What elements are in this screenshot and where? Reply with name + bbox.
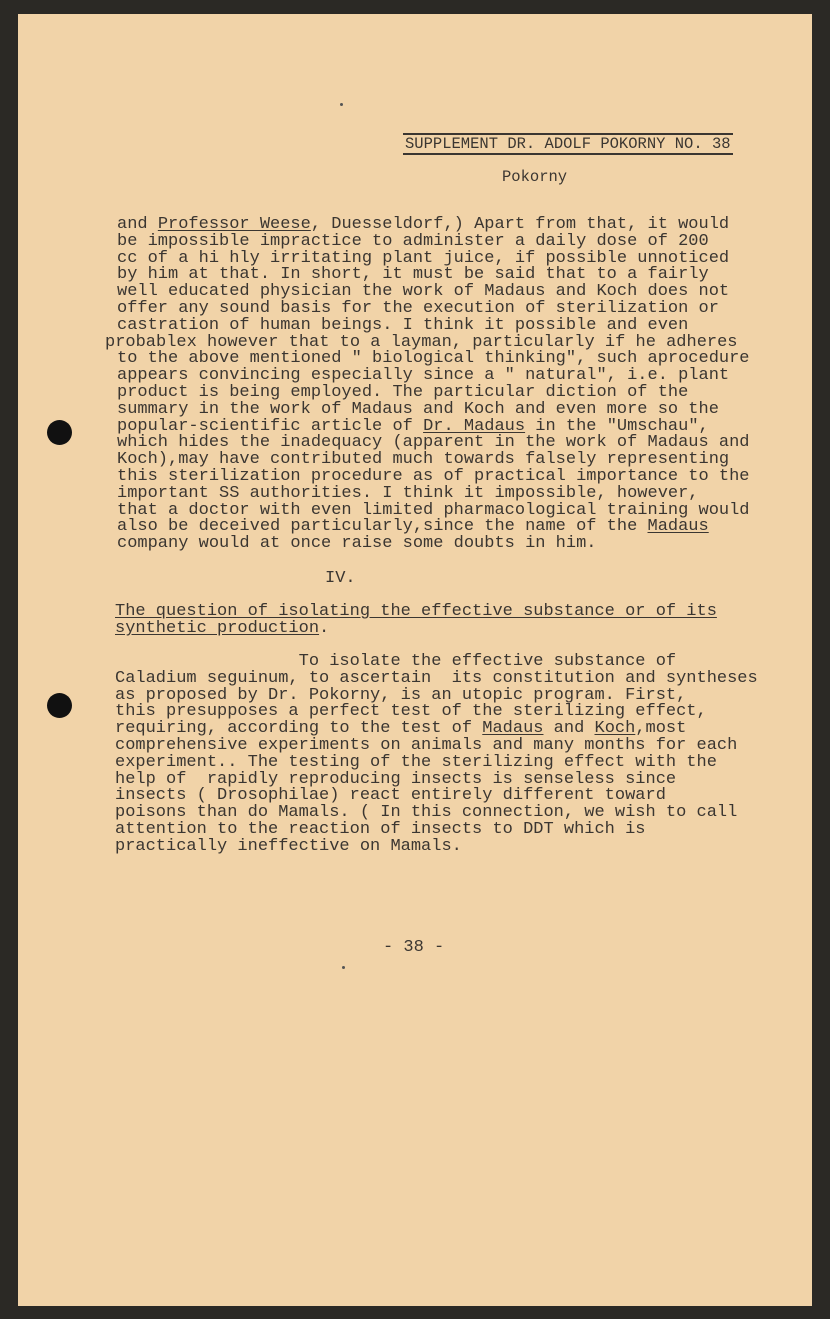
paragraph-1 (105, 215, 750, 554)
text-segment: and (543, 719, 595, 739)
text-segment: be impossible impractice to administer a daily dose of 200 (117, 231, 709, 251)
text-segment: this sterilization procedure as of practical importance to the (117, 466, 750, 486)
text-segment: company would at once raise some doubts in him. (117, 534, 597, 554)
text-segment: ,most (635, 719, 687, 739)
text-segment: well educated physician the work of Madaus and Koch does not (117, 282, 730, 302)
text-segment: comprehensive experiments on animals and many months for each (115, 735, 738, 755)
underlined-text: The question of isolating the effective substance or of its (115, 602, 717, 621)
underlined-text: Madaus (647, 517, 709, 537)
text-segment: to the above mentioned " biological thinking", such aprocedure (117, 349, 750, 369)
text-segment: in the "Umschau", (525, 416, 709, 436)
punch-hole (47, 693, 72, 718)
text-segment: offer any sound basis for the execution of sterilization or (117, 298, 719, 318)
underlined-text: synthetic production (115, 618, 320, 638)
document-header: SUPPLEMENT DR. ADOLF POKORNY NO. 38 (405, 135, 731, 153)
text-segment: by him at that. In short, it must be said that to a fairly (117, 265, 709, 285)
text-segment: insects ( Drosophilae) react entirely different toward (115, 786, 666, 806)
section-heading (115, 604, 717, 638)
text-segment: requiring, according to the test of (115, 719, 483, 739)
text-segment: . (319, 618, 330, 638)
text-line (115, 836, 758, 856)
text-segment: To isolate the effective substance of (115, 652, 677, 671)
underlined-text: Professor Weese (157, 215, 311, 234)
page-number: - 38 - (383, 938, 445, 957)
text-segment: also be deceived particularly,since the name of the (117, 517, 648, 537)
text-segment: attention to the reaction of insects to DDT which is (115, 819, 646, 839)
punch-hole (47, 420, 72, 445)
text-line (117, 536, 750, 553)
text-segment: castration of human beings. I think it possible and even (117, 315, 689, 335)
ink-speck (342, 966, 345, 969)
text-segment: Koch),may have contributed much towards falsely representing (117, 450, 730, 470)
section-number: IV. (325, 569, 356, 588)
text-segment: this presupposes a perfect test of the sterilizing effect, (115, 702, 707, 722)
text-segment: experiment.. The testing of the sterilizing effect with the (115, 752, 717, 772)
underlined-text: Dr. Madaus (423, 416, 526, 436)
text-segment: which hides the inadequacy (apparent in the work of Madaus and (117, 433, 750, 453)
defendant-name: Pokorny (502, 168, 568, 186)
paragraph-2 (115, 654, 758, 856)
text-segment: help of rapidly reproducing insects is senseless since (115, 769, 677, 789)
text-segment: as proposed by Dr. Pokorny, is an utopic program. First, (115, 685, 687, 705)
text-segment: important SS authorities. I think it impossible, however, (117, 483, 699, 503)
text-segment: probablex however that to a layman, particularly if he adheres (105, 332, 738, 352)
text-segment: , Duesseldorf,) Apart from that, it would (310, 215, 730, 234)
text-segment: practically ineffective on Mamals. (115, 836, 462, 856)
text-line (115, 618, 717, 638)
text-segment: appears convincing especially since a " natural", i.e. plant (117, 366, 730, 386)
text-segment: product is being employed. The particular diction of the (117, 382, 689, 402)
text-segment: that a doctor with even limited pharmacological training would (117, 500, 750, 520)
ink-speck (340, 103, 343, 106)
text-segment: popular-scientific article of (117, 416, 424, 436)
text-segment: poisons than do Mamals. ( In this connection, we wish to call (115, 803, 738, 823)
underlined-text: Koch (594, 719, 636, 739)
underlined-text: Madaus (482, 719, 544, 739)
text-segment: cc of a hi hly irritating plant juice, if possible unnoticed (117, 248, 730, 268)
text-segment: summary in the work of Madaus and Koch and even more so the (117, 399, 719, 419)
text-segment: and (117, 215, 158, 234)
text-segment: Caladium seguinum, to ascertain its constitution and syntheses (115, 668, 758, 688)
